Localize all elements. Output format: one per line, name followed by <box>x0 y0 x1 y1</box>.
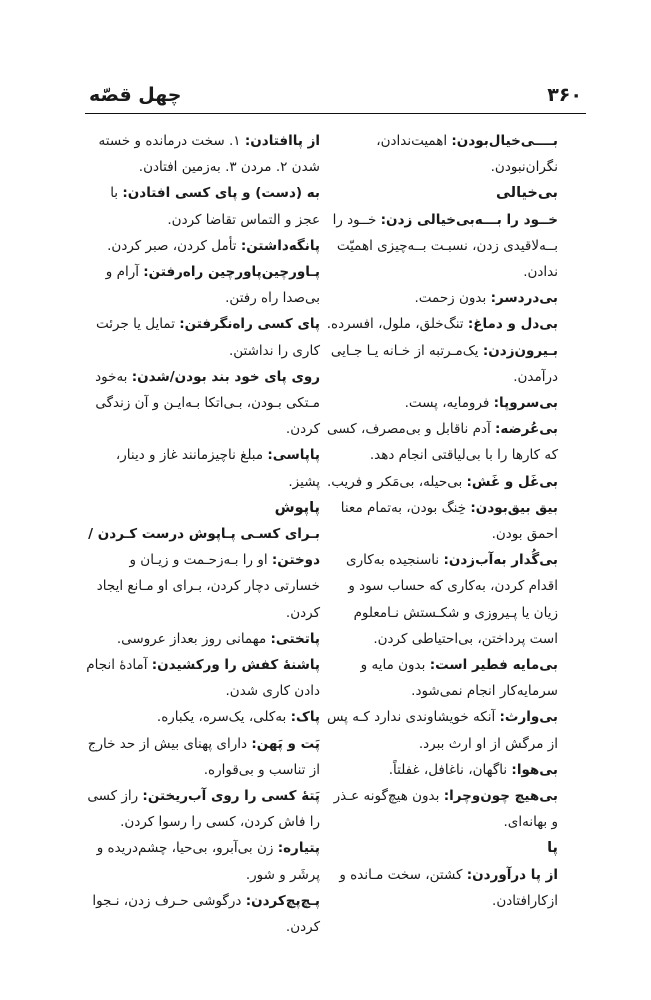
entry-definition: به‌کلی، یک‌سره، یکباره. <box>156 709 291 726</box>
entry-definition: یک‌مـرتبه از خـانه یـا جـایی درآمدن. <box>330 342 558 385</box>
section-heading: پاپوش <box>274 499 320 516</box>
entry-term: از پا درآوردن: <box>466 866 558 883</box>
dictionary-entry <box>323 495 558 547</box>
entry-definition: او را بـه‌زحـمت و زیـان و خسارتی دچار کردن، بـرای او مـانع ایجاد کردن. <box>96 552 320 621</box>
left-column <box>85 128 320 940</box>
page-header <box>85 80 586 110</box>
entry-term: بی‌دردسر: <box>490 290 558 307</box>
dictionary-entry <box>323 128 558 180</box>
dictionary-entry <box>85 521 320 626</box>
entry-term: بـرای کسـی پـاپوش درست کـردن / دوختن: <box>88 526 320 569</box>
entry-definition: درگوشی حـرف زدن، نـجوا کردن. <box>92 892 320 936</box>
entry-term: پاپاسی: <box>267 447 320 464</box>
entry-definition: مهمانی روز بعداز عروسی. <box>116 630 271 647</box>
entry-term: بی‌غَل و غَش: <box>466 473 558 490</box>
dictionary-entry <box>323 757 558 783</box>
entry-term: پتیاره: <box>277 840 320 857</box>
entry-definition: بدون مایه و سرمایه‌کار انجام نمی‌شود. <box>360 657 558 700</box>
dictionary-entry <box>323 207 558 286</box>
entry-term: بیق بیق‌بودن: <box>470 499 558 516</box>
entry-definition: خِنگ بودن، به‌تمام معنا احمق بودن. <box>340 499 558 543</box>
entry-term: بی‌گُدار به‌آب‌زدن: <box>443 552 558 569</box>
dictionary-entry <box>85 888 320 940</box>
header-rule <box>85 113 586 114</box>
dictionary-entry <box>323 469 558 495</box>
dictionary-entry <box>85 233 320 259</box>
entry-term: به (دست) و پای کسی افتادن: <box>122 185 320 202</box>
entry-term: بی‌عُرضه: <box>495 421 558 438</box>
entry-definition: آمادهٔ انجام دادن کاری شدن. <box>86 657 320 700</box>
dictionary-entry <box>323 783 558 835</box>
dictionary-entry <box>323 338 558 390</box>
entry-term: پـاورچین‌پاورچین راه‌رفتن: <box>143 264 320 281</box>
dictionary-entry <box>323 862 558 914</box>
entry-definition: تأمل کردن، صبر کردن. <box>107 237 241 254</box>
entry-term: خــود را بـــه‌بی‌خیالی زدن: <box>380 211 558 228</box>
entry-term: بی‌هیچ چون‌وچرا: <box>443 788 558 805</box>
entry-term: پَت و پَهن: <box>251 735 320 752</box>
dictionary-entry <box>85 311 320 363</box>
entry-term: پای کسی راه‌نگرفتن: <box>179 316 320 333</box>
entry-term: پَتهٔ کسی را روی آب‌ریختن: <box>142 788 320 805</box>
entry-definition: به‌خود مـتکی بـودن، بـی‌اتکا بـه‌ایـن و آن زندگی کردن. <box>95 368 320 438</box>
dictionary-entry <box>85 442 320 494</box>
entry-definition: دارای پهنای بیش از حد خارج از تناسب و بی‌قواره. <box>87 735 320 778</box>
entry-definition: فرومایه، پست. <box>404 395 494 412</box>
entry-definition: مبلغ ناچیزمانند غاز و دینار، پشیز. <box>115 447 320 490</box>
entry-definition: ناگهان، ناغافل، غفلتاً. <box>388 761 512 778</box>
entry-term: بی‌وارث: <box>499 709 558 726</box>
entry-definition: تنگ‌خلق، ملول، افسرده. <box>326 316 468 333</box>
right-column <box>323 128 558 914</box>
dictionary-entry <box>85 835 320 887</box>
section-heading: پا <box>547 840 558 857</box>
dictionary-entry <box>323 311 558 337</box>
entry-definition: بی‌حیله، بی‌مَکر و فریب. <box>326 473 467 490</box>
entry-definition: ۱. سخت درمانده و خسته شدن ۲. مردن ۳. به‌زمین افتادن. <box>98 133 320 176</box>
entry-term: بــــی‌خیال‌بودن: <box>451 133 558 149</box>
entry-term: بـیرون‌زدن: <box>482 342 558 359</box>
entry-definition: آدم ناقابل و بی‌مصرف، کسی که کارها را با بی‌لیاقتی انجام دهد. <box>327 421 558 464</box>
entry-term: پـچ‌پچ‌کردن: <box>245 892 320 909</box>
entry-term: پاک: <box>290 709 320 726</box>
entry-definition: ناسنجیده به‌کاری اقدام کردن، به‌کاری که حساب سود و زیان یا پـیروزی و شکـستش نـامعلوم است پرداختن، بی‌احتیاطی کردن. <box>346 552 558 647</box>
entry-term: پاتختی: <box>270 630 320 647</box>
entry-term: روی پای خود بند بودن/شدن: <box>131 368 320 385</box>
dictionary-entry <box>323 547 558 652</box>
dictionary-entry <box>85 731 320 783</box>
entry-definition: با عجز و التماس تقاضا کردن. <box>110 185 320 228</box>
entry-definition: بدون زحمت. <box>414 290 491 307</box>
entry-definition: راز کسی را فاش کردن، کسی را رسوا کردن. <box>87 788 320 831</box>
entry-term: بی‌سروپا: <box>493 395 558 412</box>
dictionary-entry <box>85 626 320 652</box>
section-heading: بی‌خیالی <box>495 185 558 202</box>
page-number: ۳۶۰ <box>547 84 582 106</box>
dictionary-entry <box>323 704 558 756</box>
dictionary-entry <box>323 416 558 468</box>
entry-definition: خــود را بــه‌لاقیدی زدن، نسبـت بــه‌چیزی اهمیّت ندادن. <box>332 211 558 281</box>
entry-definition: زن بی‌آبرو، بی‌حیا، چشم‌دریده و پرشَر و شور. <box>96 840 320 883</box>
entry-definition: آنکه خویشاوندی ندارد کـه پس از مرگش از او ارث ببرد. <box>326 709 558 752</box>
entry-term: بی‌هوا: <box>511 761 558 778</box>
entry-term: پاشنهٔ کفش را ورکشیدن: <box>151 657 320 674</box>
entry-term: بی‌دل و دماغ: <box>467 316 558 333</box>
dictionary-entry <box>323 652 558 704</box>
dictionary-entry <box>85 704 320 730</box>
dictionary-entry <box>85 259 320 311</box>
dictionary-entry <box>85 364 320 443</box>
entry-term: پانگه‌داشتن: <box>240 237 320 254</box>
dictionary-entry <box>85 128 320 180</box>
entry-definition: کشتن، سخت مـانده و ازکارافتادن. <box>339 866 558 909</box>
dictionary-entry <box>85 180 320 232</box>
dictionary-entry <box>85 652 320 704</box>
dictionary-entry <box>323 390 558 416</box>
entry-definition: تمایل یا جرئت کاری را نداشتن. <box>96 316 320 359</box>
entry-definition: آرام و بی‌صدا راه رفتن. <box>105 264 320 307</box>
dictionary-entry <box>85 783 320 835</box>
book-title: چهل قصّه <box>89 84 182 106</box>
entry-term: از پاافتادن: <box>244 133 320 149</box>
entry-term: بی‌مایه فطیر است: <box>429 657 558 674</box>
entry-definition: بدون هیچ‌گونه عـذر و بهانه‌ای. <box>333 788 558 831</box>
entry-definition: اهمیت‌ندادن، نگران‌نبودن. <box>376 133 558 176</box>
dictionary-entry <box>323 285 558 311</box>
